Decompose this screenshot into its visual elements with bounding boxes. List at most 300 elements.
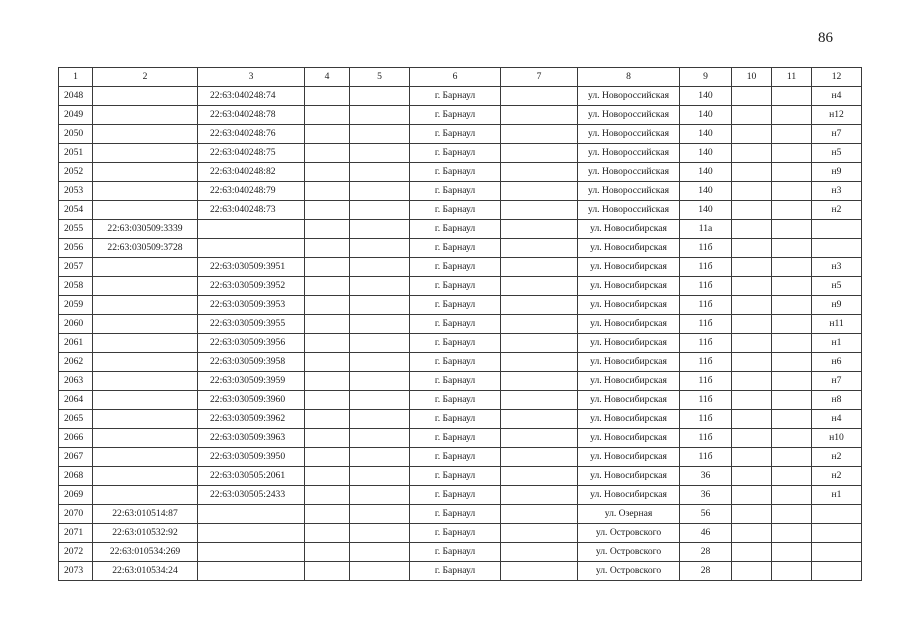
table-cell-col-4	[305, 524, 350, 543]
table-row	[59, 87, 862, 106]
table-cell-col-12: н11	[812, 315, 862, 334]
table-cell-col-5	[350, 182, 410, 201]
table-cell-col-11	[772, 486, 812, 505]
table-cell-col-2	[93, 467, 198, 486]
table-cell-col-8: ул. Новосибирская	[578, 239, 680, 258]
table-cell-col-10	[732, 353, 772, 372]
table-cell-col-4	[305, 87, 350, 106]
table-cell-col-7	[501, 201, 578, 220]
table-cell-col-2: 22:63:030509:3728	[93, 239, 198, 258]
table-cell-col-8: ул. Новосибирская	[578, 334, 680, 353]
table-cell-col-9: 11б	[680, 239, 732, 258]
table-row	[59, 372, 862, 391]
column-header-6: 6	[410, 68, 501, 87]
table-cell-col-9: 46	[680, 524, 732, 543]
table-cell-col-3: 22:63:040248:75	[198, 144, 305, 163]
column-header-1: 1	[59, 68, 93, 87]
table-row	[59, 144, 862, 163]
table-cell-col-12	[812, 543, 862, 562]
table-cell-col-9: 28	[680, 543, 732, 562]
table-cell-col-11	[772, 391, 812, 410]
table-cell-col-11	[772, 258, 812, 277]
table-cell-col-2	[93, 258, 198, 277]
table-cell-col-6: г. Барнаул	[410, 106, 501, 125]
table-cell-col-1: 2058	[59, 277, 93, 296]
table-cell-col-8: ул. Новосибирская	[578, 410, 680, 429]
table-row	[59, 163, 862, 182]
table-cell-col-7	[501, 182, 578, 201]
table-cell-col-12: н9	[812, 296, 862, 315]
table-cell-col-7	[501, 486, 578, 505]
table-cell-col-10	[732, 524, 772, 543]
table-cell-col-5	[350, 106, 410, 125]
table-cell-col-10	[732, 201, 772, 220]
table-cell-col-3	[198, 239, 305, 258]
table-cell-col-6: г. Барнаул	[410, 524, 501, 543]
table-cell-col-7	[501, 429, 578, 448]
table-cell-col-11	[772, 467, 812, 486]
table-cell-col-12: н3	[812, 258, 862, 277]
table-cell-col-1: 2062	[59, 353, 93, 372]
table-cell-col-6: г. Барнаул	[410, 372, 501, 391]
table-cell-col-2	[93, 87, 198, 106]
table-cell-col-3	[198, 543, 305, 562]
table-cell-col-11	[772, 144, 812, 163]
table-cell-col-12: н12	[812, 106, 862, 125]
table-cell-col-4	[305, 334, 350, 353]
table-cell-col-1: 2073	[59, 562, 93, 581]
table-cell-col-7	[501, 220, 578, 239]
table-cell-col-3: 22:63:030505:2061	[198, 467, 305, 486]
table-cell-col-8: ул. Новороссийская	[578, 125, 680, 144]
table-cell-col-9: 28	[680, 562, 732, 581]
table-cell-col-8: ул. Новороссийская	[578, 144, 680, 163]
table-cell-col-6: г. Барнаул	[410, 296, 501, 315]
table-cell-col-9: 140	[680, 182, 732, 201]
registry-table	[58, 67, 862, 581]
table-cell-col-10	[732, 239, 772, 258]
table-cell-col-2	[93, 163, 198, 182]
table-cell-col-12: н1	[812, 486, 862, 505]
table-cell-col-4	[305, 182, 350, 201]
table-cell-col-1: 2072	[59, 543, 93, 562]
table-cell-col-2	[93, 144, 198, 163]
table-row	[59, 201, 862, 220]
table-cell-col-7	[501, 239, 578, 258]
table-cell-col-3: 22:63:030509:3953	[198, 296, 305, 315]
table-cell-col-6: г. Барнаул	[410, 410, 501, 429]
table-cell-col-11	[772, 163, 812, 182]
table-row	[59, 258, 862, 277]
table-cell-col-7	[501, 87, 578, 106]
table-cell-col-1: 2053	[59, 182, 93, 201]
table-cell-col-8: ул. Новосибирская	[578, 258, 680, 277]
table-cell-col-1: 2066	[59, 429, 93, 448]
table-cell-col-1: 2061	[59, 334, 93, 353]
table-cell-col-10	[732, 543, 772, 562]
header-row	[59, 68, 862, 87]
table-cell-col-5	[350, 334, 410, 353]
table-cell-col-5	[350, 543, 410, 562]
table-cell-col-3: 22:63:030509:3960	[198, 391, 305, 410]
table-cell-col-7	[501, 410, 578, 429]
table-cell-col-4	[305, 277, 350, 296]
table-cell-col-10	[732, 467, 772, 486]
table-cell-col-5	[350, 201, 410, 220]
table-cell-col-6: г. Барнаул	[410, 467, 501, 486]
table-cell-col-1: 2051	[59, 144, 93, 163]
table-cell-col-2	[93, 334, 198, 353]
table-cell-col-10	[732, 334, 772, 353]
table-cell-col-6: г. Барнаул	[410, 258, 501, 277]
table-cell-col-2	[93, 277, 198, 296]
table-row	[59, 182, 862, 201]
table-cell-col-1: 2050	[59, 125, 93, 144]
table-cell-col-6: г. Барнаул	[410, 543, 501, 562]
table-cell-col-6: г. Барнаул	[410, 334, 501, 353]
table-cell-col-11	[772, 448, 812, 467]
table-cell-col-1: 2057	[59, 258, 93, 277]
table-cell-col-5	[350, 524, 410, 543]
table-cell-col-3: 22:63:030509:3959	[198, 372, 305, 391]
table-cell-col-1: 2065	[59, 410, 93, 429]
table-cell-col-10	[732, 296, 772, 315]
table-cell-col-4	[305, 258, 350, 277]
column-header-11: 11	[772, 68, 812, 87]
table-cell-col-12: н4	[812, 87, 862, 106]
table-cell-col-7	[501, 125, 578, 144]
table-cell-col-3: 22:63:030509:3955	[198, 315, 305, 334]
table-cell-col-9: 36	[680, 467, 732, 486]
table-cell-col-6: г. Барнаул	[410, 448, 501, 467]
table-cell-col-11	[772, 334, 812, 353]
table-cell-col-2	[93, 410, 198, 429]
table-cell-col-10	[732, 505, 772, 524]
table-cell-col-9: 140	[680, 201, 732, 220]
table-cell-col-6: г. Барнаул	[410, 429, 501, 448]
table-cell-col-9: 11б	[680, 353, 732, 372]
table-cell-col-2: 22:63:010532:92	[93, 524, 198, 543]
table-cell-col-3: 22:63:040248:73	[198, 201, 305, 220]
table-cell-col-3: 22:63:030509:3951	[198, 258, 305, 277]
table-cell-col-9: 11б	[680, 410, 732, 429]
table-cell-col-5	[350, 125, 410, 144]
table-cell-col-8: ул. Новороссийская	[578, 106, 680, 125]
table-cell-col-5	[350, 87, 410, 106]
table-cell-col-6: г. Барнаул	[410, 239, 501, 258]
table-cell-col-7	[501, 391, 578, 410]
table-cell-col-1: 2063	[59, 372, 93, 391]
table-cell-col-8: ул. Новосибирская	[578, 467, 680, 486]
table-cell-col-7	[501, 372, 578, 391]
table-cell-col-6: г. Барнаул	[410, 87, 501, 106]
table-cell-col-7	[501, 334, 578, 353]
table-cell-col-9: 140	[680, 87, 732, 106]
table-cell-col-6: г. Барнаул	[410, 182, 501, 201]
table-cell-col-4	[305, 562, 350, 581]
column-header-3: 3	[198, 68, 305, 87]
table-cell-col-1: 2068	[59, 467, 93, 486]
table-cell-col-12: н8	[812, 391, 862, 410]
table-cell-col-2	[93, 353, 198, 372]
table-cell-col-10	[732, 391, 772, 410]
table-cell-col-1: 2070	[59, 505, 93, 524]
table-cell-col-7	[501, 277, 578, 296]
table-cell-col-2	[93, 372, 198, 391]
table-cell-col-6: г. Барнаул	[410, 125, 501, 144]
table-cell-col-8: ул. Озерная	[578, 505, 680, 524]
table-cell-col-4	[305, 353, 350, 372]
table-cell-col-5	[350, 144, 410, 163]
table-cell-col-9: 11б	[680, 296, 732, 315]
table-cell-col-1: 2060	[59, 315, 93, 334]
table-cell-col-3	[198, 220, 305, 239]
table-cell-col-1: 2052	[59, 163, 93, 182]
column-header-4: 4	[305, 68, 350, 87]
table-cell-col-6: г. Барнаул	[410, 201, 501, 220]
table-cell-col-10	[732, 277, 772, 296]
table-cell-col-12: н1	[812, 334, 862, 353]
table-cell-col-4	[305, 391, 350, 410]
table-cell-col-4	[305, 410, 350, 429]
table-cell-col-6: г. Барнаул	[410, 391, 501, 410]
table-cell-col-4	[305, 486, 350, 505]
table-cell-col-10	[732, 429, 772, 448]
table-cell-col-4	[305, 505, 350, 524]
table-cell-col-6: г. Барнаул	[410, 277, 501, 296]
table-cell-col-7	[501, 144, 578, 163]
table-cell-col-8: ул. Новосибирская	[578, 486, 680, 505]
table-row	[59, 486, 862, 505]
table-cell-col-4	[305, 106, 350, 125]
table-cell-col-7	[501, 106, 578, 125]
table-cell-col-5	[350, 315, 410, 334]
table-header	[59, 68, 862, 87]
table-cell-col-8: ул. Новосибирская	[578, 296, 680, 315]
table-cell-col-4	[305, 201, 350, 220]
table-cell-col-2	[93, 448, 198, 467]
table-cell-col-10	[732, 448, 772, 467]
column-header-7: 7	[501, 68, 578, 87]
table-body	[59, 87, 862, 581]
table-row	[59, 467, 862, 486]
table-cell-col-9: 56	[680, 505, 732, 524]
table-cell-col-9: 11а	[680, 220, 732, 239]
table-row	[59, 429, 862, 448]
table-cell-col-7	[501, 353, 578, 372]
table-cell-col-11	[772, 182, 812, 201]
table-cell-col-8: ул. Островского	[578, 524, 680, 543]
table-cell-col-1: 2069	[59, 486, 93, 505]
table-cell-col-8: ул. Островского	[578, 562, 680, 581]
table-cell-col-10	[732, 182, 772, 201]
table-row	[59, 543, 862, 562]
table-cell-col-4	[305, 448, 350, 467]
table-row	[59, 315, 862, 334]
table-cell-col-11	[772, 125, 812, 144]
table-cell-col-9: 11б	[680, 391, 732, 410]
table-cell-col-12: н6	[812, 353, 862, 372]
table-cell-col-8: ул. Новосибирская	[578, 353, 680, 372]
table-cell-col-6: г. Барнаул	[410, 144, 501, 163]
table-cell-col-12	[812, 562, 862, 581]
table-cell-col-8: ул. Островского	[578, 543, 680, 562]
table-row	[59, 448, 862, 467]
table-cell-col-5	[350, 296, 410, 315]
table-cell-col-4	[305, 429, 350, 448]
table-cell-col-12: н2	[812, 467, 862, 486]
table-cell-col-4	[305, 467, 350, 486]
table-cell-col-10	[732, 220, 772, 239]
table-cell-col-3: 22:63:040248:82	[198, 163, 305, 182]
table-cell-col-3	[198, 524, 305, 543]
table-cell-col-11	[772, 106, 812, 125]
table-cell-col-11	[772, 239, 812, 258]
table-cell-col-9: 140	[680, 163, 732, 182]
table-row	[59, 220, 862, 239]
table-cell-col-8: ул. Новосибирская	[578, 277, 680, 296]
table-cell-col-7	[501, 296, 578, 315]
table-cell-col-4	[305, 220, 350, 239]
table-cell-col-4	[305, 163, 350, 182]
table-cell-col-6: г. Барнаул	[410, 353, 501, 372]
table-cell-col-10	[732, 125, 772, 144]
table-cell-col-9: 11б	[680, 448, 732, 467]
table-cell-col-5	[350, 163, 410, 182]
table-cell-col-12	[812, 524, 862, 543]
table-cell-col-7	[501, 258, 578, 277]
table-cell-col-5	[350, 277, 410, 296]
table-cell-col-1: 2067	[59, 448, 93, 467]
table-cell-col-8: ул. Новосибирская	[578, 315, 680, 334]
table-cell-col-2: 22:63:010514:87	[93, 505, 198, 524]
table-cell-col-6: г. Барнаул	[410, 486, 501, 505]
table-cell-col-3: 22:63:030509:3958	[198, 353, 305, 372]
table-cell-col-5	[350, 372, 410, 391]
column-header-8: 8	[578, 68, 680, 87]
table-cell-col-11	[772, 220, 812, 239]
table-cell-col-10	[732, 372, 772, 391]
table-cell-col-4	[305, 543, 350, 562]
table-cell-col-2: 22:63:030509:3339	[93, 220, 198, 239]
table-cell-col-9: 11б	[680, 277, 732, 296]
table-cell-col-5	[350, 258, 410, 277]
table-cell-col-3: 22:63:040248:76	[198, 125, 305, 144]
table-cell-col-1: 2054	[59, 201, 93, 220]
table-cell-col-2	[93, 106, 198, 125]
table-cell-col-9: 11б	[680, 258, 732, 277]
table-cell-col-5	[350, 391, 410, 410]
table-cell-col-5	[350, 239, 410, 258]
table-cell-col-12: н5	[812, 277, 862, 296]
table-cell-col-3: 22:63:030505:2433	[198, 486, 305, 505]
table-cell-col-1: 2055	[59, 220, 93, 239]
table-cell-col-11	[772, 505, 812, 524]
table-cell-col-11	[772, 296, 812, 315]
table-row	[59, 125, 862, 144]
page-number: 86	[818, 30, 833, 46]
table-row	[59, 239, 862, 258]
table-cell-col-3: 22:63:030509:3950	[198, 448, 305, 467]
table-cell-col-11	[772, 315, 812, 334]
table-cell-col-8: ул. Новороссийская	[578, 182, 680, 201]
table-cell-col-5	[350, 467, 410, 486]
table-cell-col-1: 2049	[59, 106, 93, 125]
table-cell-col-6: г. Барнаул	[410, 163, 501, 182]
table-cell-col-2	[93, 315, 198, 334]
table-cell-col-12: н7	[812, 372, 862, 391]
table-cell-col-1: 2071	[59, 524, 93, 543]
table-cell-col-4	[305, 315, 350, 334]
table-row	[59, 296, 862, 315]
table-cell-col-1: 2048	[59, 87, 93, 106]
table-cell-col-2	[93, 201, 198, 220]
table-cell-col-1: 2064	[59, 391, 93, 410]
table-cell-col-9: 11б	[680, 315, 732, 334]
table-cell-col-3: 22:63:040248:74	[198, 87, 305, 106]
table-cell-col-7	[501, 163, 578, 182]
table-cell-col-2	[93, 125, 198, 144]
table-row	[59, 334, 862, 353]
table-cell-col-9: 140	[680, 125, 732, 144]
table-cell-col-8: ул. Новосибирская	[578, 372, 680, 391]
table-cell-col-6: г. Барнаул	[410, 315, 501, 334]
table-cell-col-12	[812, 505, 862, 524]
table-row	[59, 277, 862, 296]
table-cell-col-5	[350, 448, 410, 467]
table-cell-col-11	[772, 87, 812, 106]
column-header-9: 9	[680, 68, 732, 87]
column-header-5: 5	[350, 68, 410, 87]
column-header-12: 12	[812, 68, 862, 87]
table-cell-col-7	[501, 505, 578, 524]
table-cell-col-10	[732, 144, 772, 163]
table-cell-col-6: г. Барнаул	[410, 562, 501, 581]
table-cell-col-7	[501, 562, 578, 581]
table-cell-col-9: 140	[680, 106, 732, 125]
table-cell-col-12	[812, 220, 862, 239]
table-cell-col-7	[501, 315, 578, 334]
table-cell-col-8: ул. Новороссийская	[578, 163, 680, 182]
table-row	[59, 353, 862, 372]
table-cell-col-10	[732, 87, 772, 106]
table-cell-col-4	[305, 296, 350, 315]
table-cell-col-5	[350, 505, 410, 524]
table-cell-col-6: г. Барнаул	[410, 505, 501, 524]
table-cell-col-3: 22:63:030509:3952	[198, 277, 305, 296]
table-cell-col-9: 11б	[680, 372, 732, 391]
table-cell-col-11	[772, 353, 812, 372]
table-row	[59, 562, 862, 581]
table-cell-col-8: ул. Новосибирская	[578, 220, 680, 239]
table-cell-col-8: ул. Новосибирская	[578, 448, 680, 467]
column-header-10: 10	[732, 68, 772, 87]
table-cell-col-8: ул. Новороссийская	[578, 201, 680, 220]
table-cell-col-11	[772, 201, 812, 220]
table-cell-col-2	[93, 391, 198, 410]
table-cell-col-4	[305, 372, 350, 391]
table-cell-col-12: н2	[812, 448, 862, 467]
table-cell-col-5	[350, 220, 410, 239]
table-cell-col-12: н5	[812, 144, 862, 163]
table-row	[59, 391, 862, 410]
table-cell-col-11	[772, 429, 812, 448]
table-row	[59, 524, 862, 543]
table-cell-col-9: 36	[680, 486, 732, 505]
table-cell-col-6: г. Барнаул	[410, 220, 501, 239]
table-cell-col-2	[93, 429, 198, 448]
table-cell-col-8: ул. Новосибирская	[578, 429, 680, 448]
